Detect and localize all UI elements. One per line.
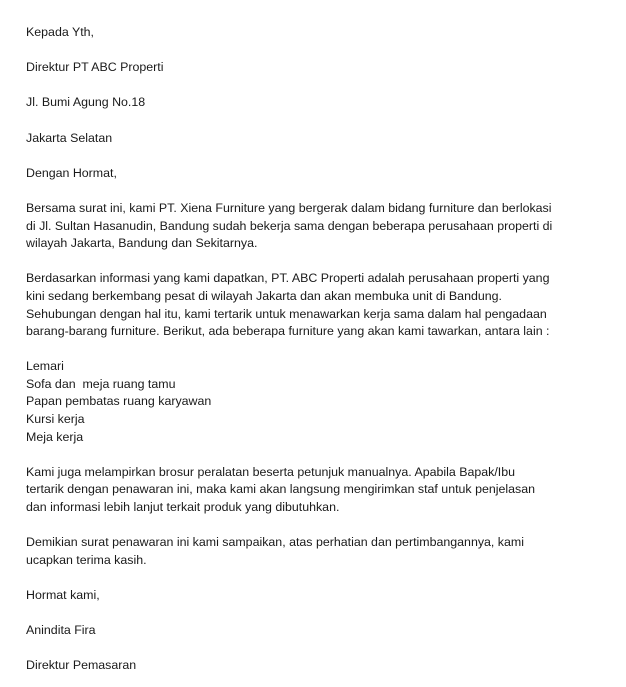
list-item: Meja kerja (26, 429, 84, 444)
recipient-salutation-block (26, 24, 596, 42)
paragraph-2-line: Berdasarkan informasi yang kami dapatkan, PT. ABC Properti adalah perusahaan properti yang (26, 271, 550, 286)
paragraph-3 (26, 464, 596, 517)
recipient-street-block (26, 94, 596, 112)
recipient-city: Jakarta Selatan (26, 130, 113, 145)
list-item: Kursi kerja (26, 412, 85, 427)
signer-name: Anindita Fira (26, 623, 96, 638)
paragraph-3-line: dan informasi lebih lanjut terkait produk yang dibutuhkan. (26, 500, 340, 515)
greeting: Dengan Hormat, (26, 165, 117, 180)
paragraph-3-line: tertarik dengan penawaran ini, maka kami akan langsung mengirimkan staf untuk penjelasan (26, 482, 536, 497)
recipient-salutation: Kepada Yth, (26, 25, 94, 39)
paragraph-4-line: Demikian surat penawaran ini kami sampaikan, atas perhatian dan pertimbangannya, kami (26, 535, 524, 550)
paragraph-2 (26, 270, 596, 340)
paragraph-4-line: ucapkan terima kasih. (26, 552, 147, 567)
recipient-title-block (26, 59, 596, 77)
recipient-street: Jl. Bumi Agung No.18 (26, 95, 146, 110)
paragraph-1-line: di Jl. Sultan Hasanudin, Bandung sudah bekerja sama dengan beberapa perusahaan properti di (26, 218, 553, 233)
recipient-title: Direktur PT ABC Properti (26, 60, 164, 75)
paragraph-1-line: Bersama surat ini, kami PT. Xiena Furniture yang bergerak dalam bidang furniture dan berlokasi (26, 200, 552, 215)
signer-title: Direktur Pemasaran (26, 658, 137, 673)
paragraph-2-line: Sehubungan dengan hal itu, kami tertarik untuk menawarkan kerja sama dalam hal pengadaan (26, 306, 547, 321)
paragraph-4 (26, 534, 596, 569)
signer-title-block (26, 657, 596, 675)
signer-name-block (26, 622, 596, 640)
closing-block (26, 587, 596, 605)
letter-body (26, 24, 596, 675)
paragraph-1 (26, 200, 596, 253)
furniture-list (26, 358, 596, 446)
list-item: Papan pembatas ruang karyawan (26, 394, 212, 409)
paragraph-2-line: kini sedang berkembang pesat di wilayah Jakarta dan akan membuka unit di Bandung. (26, 288, 502, 303)
greeting-block (26, 165, 596, 183)
list-item: Sofa dan meja ruang tamu (26, 376, 176, 391)
recipient-city-block (26, 130, 596, 148)
paragraph-2-line: barang-barang furniture. Berikut, ada beberapa furniture yang akan kami tawarkan, antara lain : (26, 324, 550, 339)
paragraph-3-line: Kami juga melampirkan brosur peralatan beserta petunjuk manualnya. Apabila Bapak/Ibu (26, 464, 516, 479)
closing: Hormat kami, (26, 588, 100, 602)
paragraph-1-line: wilayah Jakarta, Bandung dan Sekitarnya. (26, 236, 258, 251)
list-item: Lemari (26, 359, 64, 374)
